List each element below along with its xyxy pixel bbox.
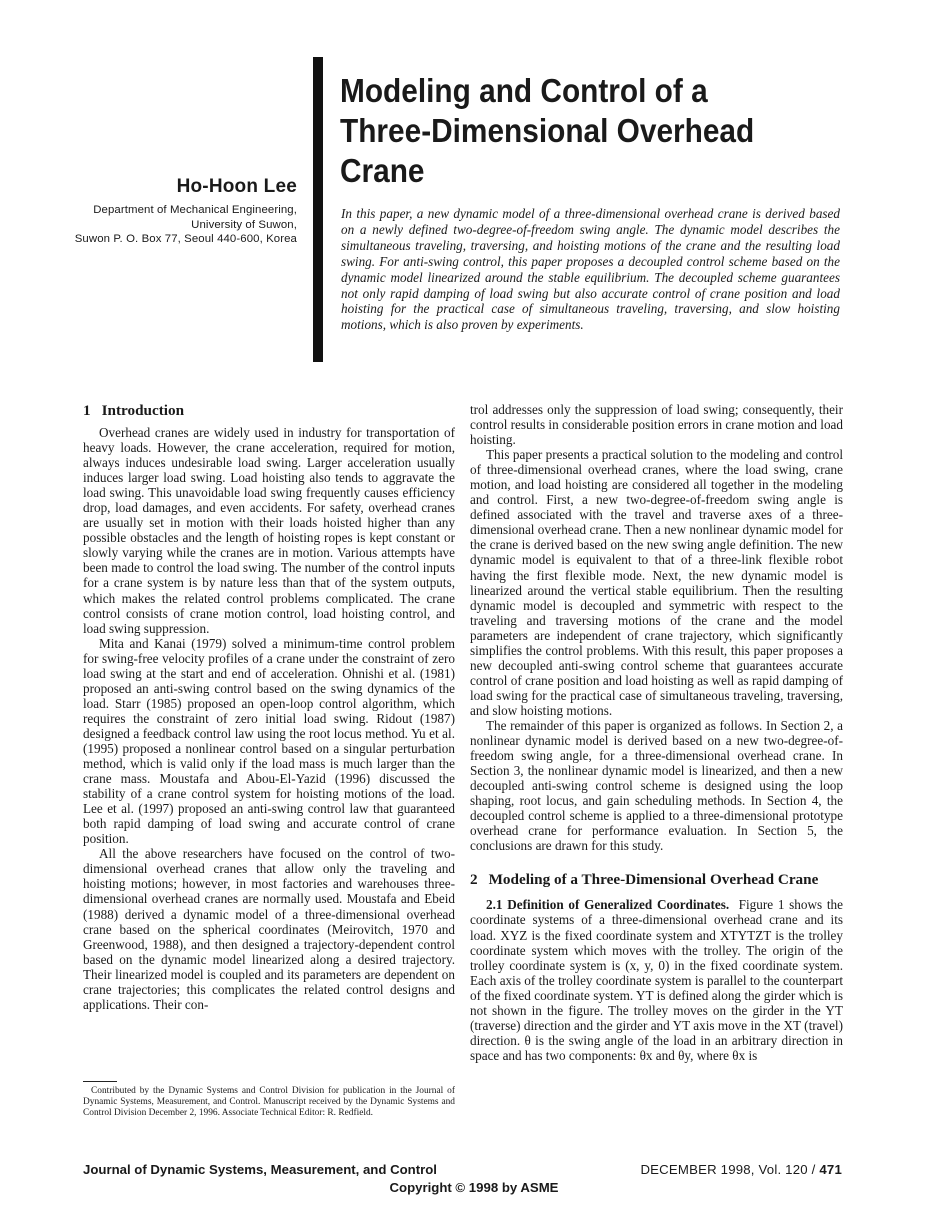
footnote-rule [83, 1081, 117, 1082]
intro-paragraph-1: Overhead cranes are widely used in industry for transportation of heavy loads. However, the crane acceleration, required for motion, always induces undesirable load swing. Larger acceleration usually induces larger load swing. Load hoisting also tends to aggravate the load swing. This unavoidable load swing frequently causes efficiency drop, load damages, and even accidents. For safety, overhead cranes are usually set in motion with their loads hoisted higher than any possible obstacles and the length of hoisting ropes is kept constant or slowly varying while the cranes are in motion. Various attempts have been made to control the load swing. The number of the control inputs for a crane system is by nature less than that of the system outputs, which makes the related control problems complicated. The crane control consists of crane motion control, load hoisting control, and load swing suppression. [83, 425, 455, 636]
section-2-heading [470, 871, 843, 889]
footer-issue [640, 1162, 842, 1177]
affiliation-university: University of Suwon, [191, 218, 297, 231]
affiliation-department: Department of Mechanical Engineering, [93, 204, 297, 216]
subsection-2-1-paragraph [470, 897, 843, 1063]
affiliation-address: Suwon P. O. Box 77, Seoul 440-600, Korea [74, 233, 297, 245]
footer-issue-text: DECEMBER 1998, Vol. 120 / [640, 1162, 816, 1177]
title-divider-bar [313, 57, 323, 362]
section-1-heading [83, 402, 455, 420]
intro-paragraph-5: The remainder of this paper is organized as follows. In Section 2, a nonlinear dynamic model is derived based on a new two-degree-of-freedom swing angle, for a three-dimensional overhead crane. In Section 3, the nonlinear dynamic model is linearized, and then a new decoupled anti-swing control scheme is designed using the loop shaping, root locus, and gain scheduling methods. In Section 4, the decoupled control scheme is applied to a three-dimensional prototype overhead crane for performance evaluation. In Section 5, the conclusions are drawn for this study. [470, 717, 843, 854]
section-1-title: Introduction [101, 402, 185, 419]
author-name: Ho-Hoon Lee [176, 176, 297, 197]
intro-paragraph-3: All the above researchers have focused on the control of two-dimensional overhead cranes that allow only the traveling and hoisting motions; however, in most factories and warehouses three-dimensional overhead cranes are normally used. Moustafa and Ebeid (1988) derived a dynamic model of a three-dimensional overhead crane based on the spherical coordinates (Meirovitch, 1970 and Greenwood, 1988), and then designed a trajectory-dependent control based on the dynamic model linearized along a desired trajectory. Their linearized model is coupled and its parameters are dependent on crane trajectories; this complicates the related control designs and applications. Their con- [83, 846, 455, 1012]
author-block [60, 176, 297, 247]
right-column [470, 402, 843, 1063]
subsection-2-1-number: 2.1 [486, 897, 503, 913]
page-number: 471 [819, 1162, 842, 1177]
section-2-number: 2 [470, 871, 478, 889]
title-line-2: Three-Dimensional Overhead [340, 113, 755, 150]
footer-journal-name: Journal of Dynamic Systems, Measurement, and Control [83, 1162, 437, 1177]
paper-title [340, 72, 856, 192]
section-1-number: 1 [83, 402, 91, 419]
footnote [83, 1081, 455, 1120]
intro-paragraph-4: This paper presents a practical solution to the modeling and control of three-dimensional overhead cranes, where the load swing, crane motion, and load hoisting are considered all together in the modeling and control. First, a new two-degree-of-freedom swing angle is defined associated with the travel and traverse axes of a three-dimensional overhead crane. Then a new nonlinear dynamic model for the crane is derived based on the new swing angle definition. The new dynamic model is equivalent to that of a three-link flexible robot having the first flexible mode. Next, the new dynamic model is linearized around the vertical stable equilibrium. Then the resulting dynamic model is decoupled and symmetric with respect to the traveling and traversing motions of the crane and the model parameters are independent of crane trajectory, which significantly simplifies the control problems. With this result, this paper proposes a new decoupled anti-swing control scheme that guarantees accurate control of crane position and load hoisting as well as rapid damping of load swing for the practical case of simultaneous traveling, traversing, and slow hoisting motions. [470, 447, 843, 718]
title-line-1: Modeling and Control of a [340, 73, 708, 110]
footer-copyright: Copyright © 1998 by ASME [389, 1180, 559, 1195]
intro-paragraph-2: Mita and Kanai (1979) solved a minimum-time control problem for swing-free velocity profiles of a crane under the constraint of zero load swing at the start and end of acceleration. Ohnishi et al. (1981) proposed an anti-swing control based on the swing dynamics of the load. Starr (1985) proposed an open-loop control algorithm, which requires the constraint of zero initial load swing. Ridout (1987) designed a feedback control law using the root locus method. Yu et al. (1995) proposed a nonlinear control based on a singular perturbation method, which is valid only if the load mass is much larger than the crane mass. Moustafa and Abou-El-Yazid (1996) discussed the stability of a crane control system for hoisting motions of the load. Lee et al. (1997) proposed an anti-swing control law that guaranteed both rapid damping of load swing and accurate control of crane position. [83, 635, 455, 847]
subsection-2-1-text: Figure 1 shows the coordinate systems of a three-dimensional overhead crane and its load. XYZ is the fixed coordinate system and XTYTZT is the trolley coordinate system which moves with the trolley. The origin of the trolley coordinate system is (x, y, 0) in the fixed coordinate system. Each axis of the trolley coordinate system is parallel to the counterpart of the fixed coordinate system. YT is defined along the girder which is not shown in the figure. The trolley moves on the girder in the YT (traverse) direction and the girder and YT axis move in the XT (travel) direction. θ is the swing angle of the load in an arbitrary direction in space and has two components: θx and θy, where θx is [470, 897, 844, 1063]
footnote-text: Contributed by the Dynamic Systems and Control Division for publication in the Journal of Dynamic Systems, Measurement, and Control. Manuscript received by the Dynamic Systems and Control Division December 2, 1996. Associate Technical Editor: R. Redfield. [83, 1086, 455, 1119]
subsection-2-1-title: Definition of Generalized Coordinates. [507, 897, 730, 913]
section-2-title: Modeling of a Three-Dimensional Overhead Crane [488, 871, 819, 889]
title-line-3: Crane [340, 153, 425, 190]
abstract: In this paper, a new dynamic model of a three-dimensional overhead crane is derived based on a newly defined two-degree-of-freedom swing angle. The dynamic model describes the simultaneous traveling, traversing, and hoisting motions of the crane and the resulting load swing. For anti-swing control, this paper proposes a decoupled control scheme based on the dynamic model linearized around the stable equilibrium. The decoupled scheme guarantees not only rapid damping of load swing but also accurate control of crane position and load hoisting for the practical case of simultaneous traveling, traversing, and slow hoisting motions, which is also proven by experiments. [341, 206, 840, 333]
left-column [83, 402, 455, 1012]
intro-paragraph-3-continued: trol addresses only the suppression of load swing; consequently, their control results in considerable position errors in crane motion and load hoisting. [470, 402, 843, 448]
